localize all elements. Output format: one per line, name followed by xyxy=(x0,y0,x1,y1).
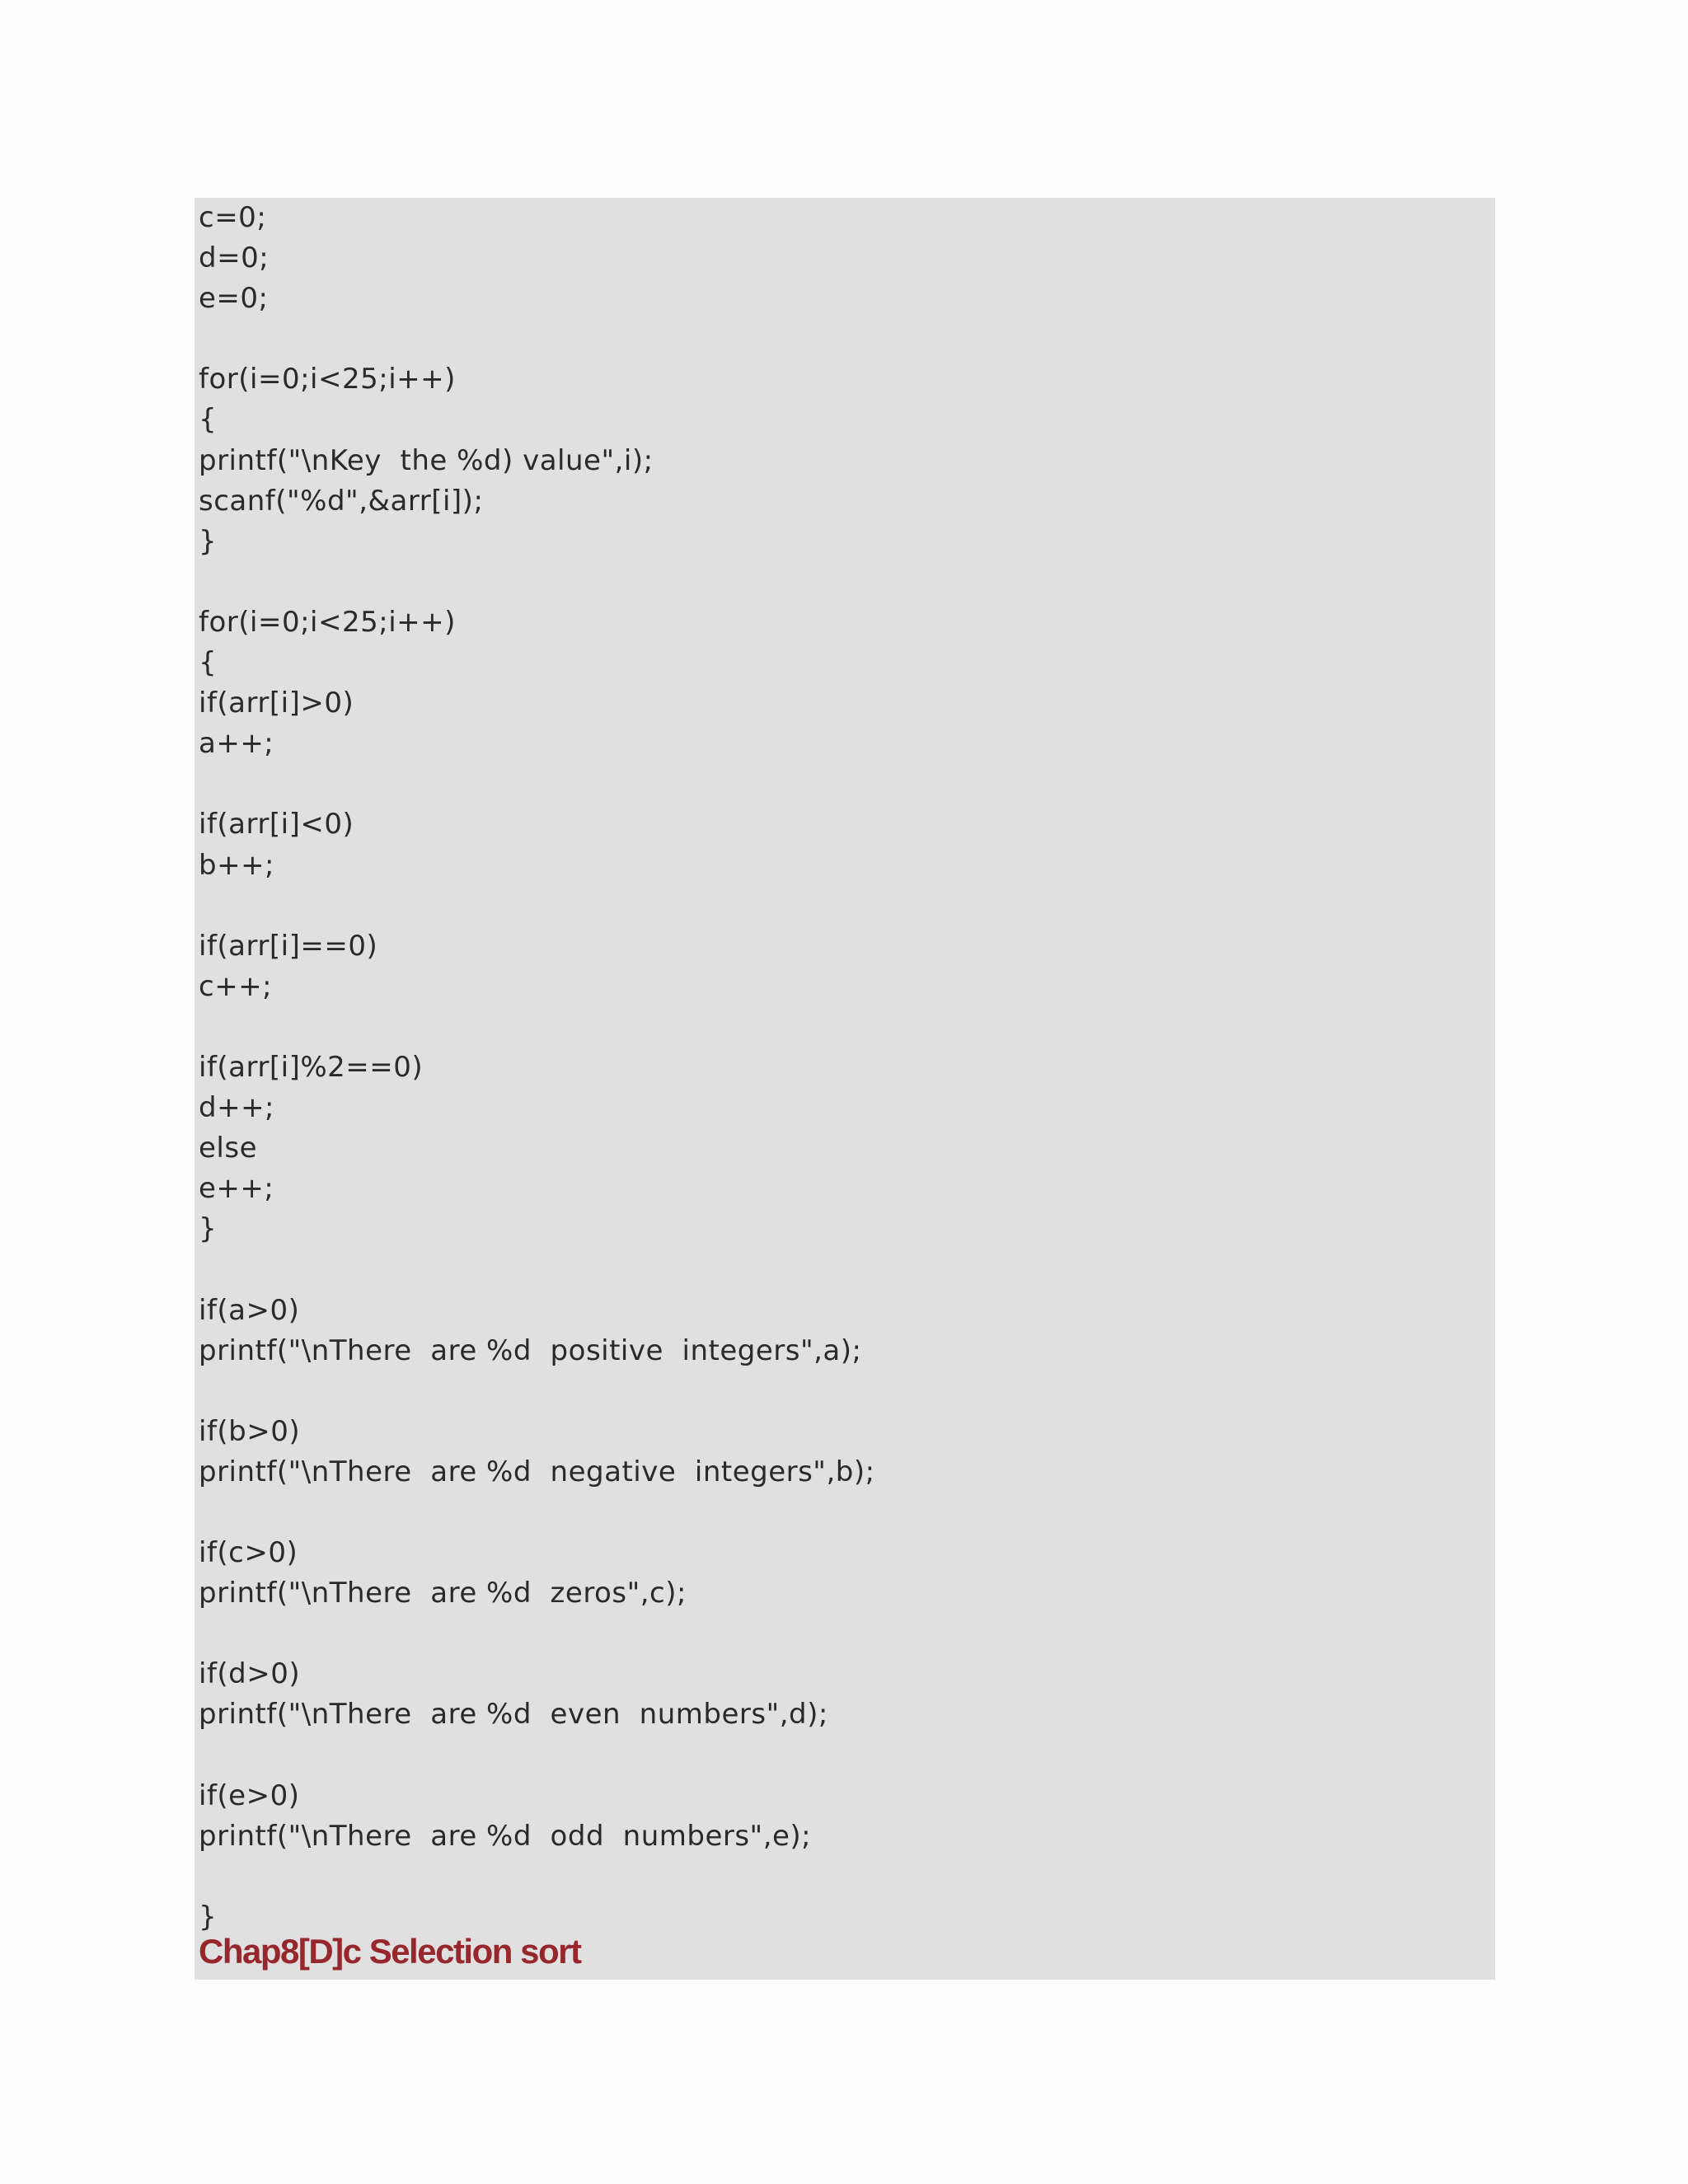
code-line: } xyxy=(199,1212,218,1246)
section-heading: Chap8[D]c Selection sort xyxy=(199,1932,581,1971)
code-line: printf("\nThere are %d negative integers",b); xyxy=(199,1455,875,1488)
code-line: d++; xyxy=(199,1091,275,1125)
code-line: if(arr[i]>0) xyxy=(199,687,354,720)
code-line xyxy=(199,764,875,804)
code-line xyxy=(199,1736,875,1776)
code-line: if(arr[i]==0) xyxy=(199,929,378,963)
code-line xyxy=(199,1007,875,1047)
code-line: if(e>0) xyxy=(199,1779,300,1812)
code-line: if(arr[i]<0) xyxy=(199,808,354,841)
code-line xyxy=(199,1614,875,1654)
code-line xyxy=(199,886,875,926)
code-line: printf("\nThere are %d zeros",c); xyxy=(199,1577,687,1610)
code-line: } xyxy=(199,1900,218,1933)
code-line xyxy=(199,1249,875,1290)
code-line: c=0; xyxy=(199,201,267,234)
code-line: printf("\nThere are %d odd numbers",e); xyxy=(199,1819,812,1853)
code-line: else xyxy=(199,1132,257,1165)
code-line: printf("\nThere are %d even numbers",d); xyxy=(199,1698,828,1732)
code-line: if(b>0) xyxy=(199,1414,301,1448)
code-lines xyxy=(199,198,875,1938)
code-line: scanf("%d",&arr[i]); xyxy=(199,484,484,518)
code-line: { xyxy=(199,403,218,437)
code-line: if(c>0) xyxy=(199,1536,298,1570)
code-line: if(arr[i]%2==0) xyxy=(199,1050,424,1084)
code-line: printf("\nThere are %d positive integers",a); xyxy=(199,1333,862,1367)
code-line: a++; xyxy=(199,727,274,761)
code-block xyxy=(195,198,1495,1980)
code-line xyxy=(199,1857,875,1897)
code-line: if(a>0) xyxy=(199,1293,300,1327)
code-line: if(d>0) xyxy=(199,1657,301,1691)
code-line xyxy=(199,1371,875,1412)
code-line xyxy=(199,562,875,602)
code-line: b++; xyxy=(199,848,275,882)
code-line: for(i=0;i<25;i++) xyxy=(199,605,456,639)
code-line: } xyxy=(199,524,218,558)
code-line: d=0; xyxy=(199,241,270,275)
code-line: printf("\nKey the %d) value",i); xyxy=(199,443,654,477)
code-line: c++; xyxy=(199,969,273,1003)
code-line: e++; xyxy=(199,1172,274,1206)
code-line: e=0; xyxy=(199,282,269,316)
code-line xyxy=(199,319,875,359)
code-line xyxy=(199,1493,875,1533)
code-line: { xyxy=(199,646,218,680)
code-line: for(i=0;i<25;i++) xyxy=(199,363,456,396)
